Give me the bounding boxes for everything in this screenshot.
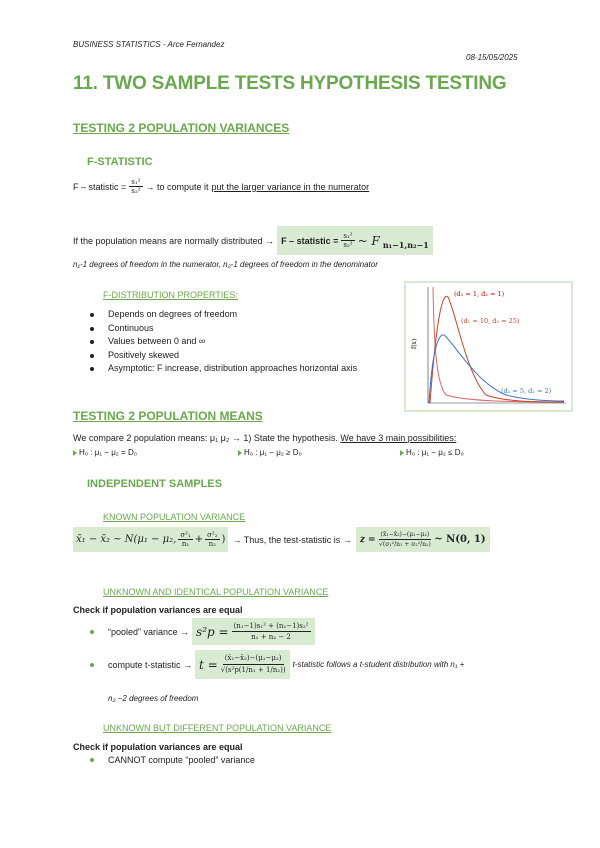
- bullet-icon: [90, 367, 94, 371]
- hypothesis-2: [238, 448, 302, 457]
- fstat-box: [277, 226, 433, 255]
- z-dist: ~ N(0, 1): [434, 534, 486, 545]
- pooled-den: n₁ + n₂ − 2: [251, 633, 291, 641]
- z-lhs: z =: [359, 534, 376, 545]
- known-sampling-box: x̄₁ − x̄₂ ~ N(μ₁ − μ₂, $\frac{\text{σ²₁}}{\text{n₁}}$ + $\frac{\text{σ²₂}}{\text{n₂}}$ ): [73, 527, 228, 552]
- pooled-label: “pooled” variance →: [108, 626, 190, 637]
- known-variance-line: [73, 527, 490, 552]
- fstat-fraction: [129, 178, 142, 195]
- means-intro: [73, 433, 456, 443]
- known-sigma2-frac: $\frac{\text{σ²₂}}{\text{n₂}}$: [207, 531, 218, 548]
- tstat-tail: t-statistic follows a t-student distribution with n₁ +: [292, 660, 465, 669]
- tstat-den: √(s²p(1/n₁ + 1/n₂)): [220, 666, 286, 674]
- course-header: BUSINESS STATISTICS - Arce Fernandez: [73, 40, 225, 49]
- known-variance-heading: KNOWN POPULATION VARIANCE: [103, 512, 246, 522]
- tstat-label: compute t-statistic →: [108, 659, 193, 670]
- hypothesis-text: H₀ : μ₁ − μ₂ ≥ D₀: [244, 448, 302, 457]
- triangle-icon: [400, 450, 404, 456]
- label-d1-1: (d₁ = 1, d₂ = 1): [454, 290, 505, 298]
- list-item: [90, 349, 390, 363]
- fstat-box-num: s₁²: [343, 232, 353, 240]
- hypothesis-3: [400, 448, 464, 457]
- fstat-den: s₂²: [131, 187, 141, 195]
- subheading-fstatistic: F-STATISTIC: [87, 156, 153, 168]
- pooled-variance-line: [90, 618, 315, 645]
- triangle-icon: [73, 450, 77, 456]
- list-item: [90, 322, 390, 336]
- fstat-box-sub: n₁−1,n₂−1: [382, 239, 429, 250]
- known-mid-text: → Thus, the test-statistic is →: [232, 534, 352, 545]
- label-d1-5: (d₁ = 5, d₂ = 2): [501, 387, 552, 395]
- fdist-props-heading: F-DISTRIBUTION PROPERTIES:: [103, 290, 238, 300]
- subheading-independent: INDEPENDENT SAMPLES: [87, 478, 223, 490]
- fdist-props-list: [90, 308, 390, 376]
- list-item: [90, 335, 390, 349]
- bullet-icon: [90, 327, 94, 331]
- z-fraction: [379, 530, 432, 549]
- normal-means-text: If the population means are normally distributed →: [73, 235, 275, 246]
- bullet-icon: [90, 313, 94, 317]
- known-sigma1-frac: $\frac{\text{σ²₁}}{\text{n₁}}$: [180, 531, 191, 548]
- bullet-icon: [90, 354, 94, 358]
- date-header: 08-15/05/2025: [466, 53, 518, 62]
- means-intro-ul: We have 3 main possibilities:: [340, 433, 457, 443]
- z-den: √(σ₁²/n₁ + σ₂²/n₂): [379, 541, 431, 548]
- pooled-num: (n₁−1)s₁² + (n₂−1)s₂²: [233, 622, 309, 630]
- unknown-different-heading: UNKNOWN BUT DIFFERENT POPULATION VARIANCE: [103, 723, 332, 733]
- cannot-pooled-line: [90, 755, 255, 765]
- normal-means-line: [73, 226, 433, 255]
- hypothesis-text: H₀ : μ₁ − μ₂ ≤ D₀: [406, 448, 464, 457]
- prop-text: Continuous: [108, 322, 154, 333]
- z-num: (x̄₁−x̄₂)−(μ₁−μ₂): [380, 531, 430, 538]
- bullet-icon: [90, 758, 94, 762]
- prop-text: Depends on degrees of freedom: [108, 309, 238, 319]
- bullet-icon: [90, 630, 94, 634]
- tstat-num: (x̄₁−x̄₂)−(μ₁−μ₂): [223, 653, 284, 665]
- fstat-box-den: s₂²: [343, 241, 353, 249]
- check-variances-1: Check if population variances are equal: [73, 605, 243, 615]
- list-item: [90, 308, 390, 322]
- z-stat-box: [356, 527, 490, 552]
- fdist-figure: [404, 281, 573, 412]
- hypothesis-text: H₀ : μ₁ − μ₂ = D₀: [79, 448, 138, 457]
- pooled-fraction: [232, 621, 311, 642]
- fstat-definition: [73, 178, 369, 195]
- fstat-box-tail: ~ F: [357, 233, 380, 248]
- df-line: n₁-1 degrees of freedom in the numerator, n₂-1 degrees of freedom in the denominator: [73, 260, 378, 269]
- fstat-box-fraction: [341, 232, 354, 249]
- means-intro-text: We compare 2 population means: μ₁ μ₂ → 1) State the hypothesis.: [73, 433, 338, 443]
- page-title: 11. TWO SAMPLE TESTS HYPOTHESIS TESTING: [73, 73, 507, 94]
- prop-text: Positively skewed: [108, 349, 180, 360]
- fstat-instruction: put the larger variance in the numerator: [211, 181, 370, 192]
- fdist-plot: [406, 283, 571, 410]
- hypothesis-1: [73, 448, 137, 457]
- unknown-identical-heading: UNKNOWN AND IDENTICAL POPULATION VARIANCE: [103, 587, 329, 597]
- prop-text: Asymptotic: F increase, distribution approaches horizontal axis: [108, 363, 358, 373]
- tstat-line: [90, 650, 464, 679]
- fstat-num: s₁²: [131, 178, 141, 186]
- fstat-prefix: F – statistic =: [73, 181, 127, 192]
- tstat-box: [195, 650, 290, 679]
- fstat-arrow: → to compute it: [145, 181, 209, 192]
- tstat-tail-2: n₂ −2 degrees of freedom: [108, 694, 199, 703]
- check-variances-2: Check if population variances are equal: [73, 742, 243, 752]
- y-axis-label: f(x): [411, 338, 418, 349]
- triangle-icon: [238, 450, 242, 456]
- section-heading-variances: TESTING 2 POPULATION VARIANCES: [73, 121, 290, 135]
- tstat-fraction: [221, 653, 286, 676]
- prop-text: Values between 0 and ∞: [108, 336, 206, 346]
- fstat-box-label: F – statistic =: [281, 235, 339, 246]
- pooled-box: [192, 618, 314, 645]
- label-d1-10: (d₁ = 10, d₂ = 25): [461, 317, 520, 325]
- bullet-icon: [90, 663, 94, 667]
- bullet-icon: [90, 340, 94, 344]
- known-formula: x̄₁ − x̄₂ ~ N(μ₁ − μ₂,: [76, 534, 177, 545]
- tstat-lhs: t =: [199, 657, 218, 672]
- cannot-text: CANNOT compute “pooled” variance: [108, 755, 255, 765]
- list-item: [90, 362, 380, 376]
- section-heading-means: TESTING 2 POPULATION MEANS: [73, 409, 263, 423]
- pooled-lhs: s²p =: [196, 624, 229, 639]
